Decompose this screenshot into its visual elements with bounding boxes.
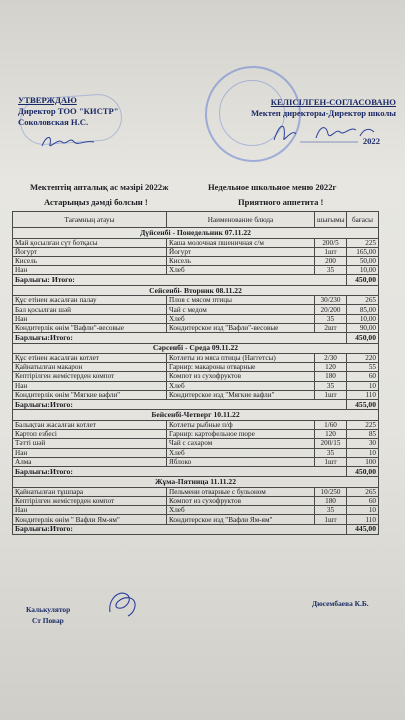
dish-name-ru: Пельмени отварные с бульоном bbox=[167, 487, 315, 496]
footer-chef: Ст Повар bbox=[32, 616, 64, 625]
table-row bbox=[13, 314, 379, 323]
total-row bbox=[13, 275, 379, 286]
dish-price: 100 bbox=[347, 457, 379, 466]
dish-price: 225 bbox=[347, 238, 379, 247]
total-value: 445,00 bbox=[347, 524, 379, 535]
dish-yield: 180 bbox=[315, 372, 347, 381]
dish-name-kz: Құс етінен жасалған котлет bbox=[13, 354, 167, 363]
day-label: Дүйсенбі - Понедельник 07.11.22 bbox=[13, 228, 379, 239]
dish-name-kz: Кептірілген жемістерден компот bbox=[13, 497, 167, 506]
dish-price: 10 bbox=[347, 448, 379, 457]
dish-yield: 180 bbox=[315, 497, 347, 506]
table-row bbox=[13, 439, 379, 448]
total-row bbox=[13, 524, 379, 535]
table-row bbox=[13, 247, 379, 256]
total-value: 455,00 bbox=[347, 399, 379, 410]
dish-name-kz: Балықтан жасалған котлет bbox=[13, 420, 167, 429]
calculator-signature bbox=[104, 586, 144, 620]
dish-price: 60 bbox=[347, 497, 379, 506]
dish-name-ru: Кисель bbox=[167, 256, 315, 265]
ru-titles bbox=[208, 180, 336, 210]
dish-name-ru: Чай с медом bbox=[167, 305, 315, 314]
dish-yield: 1/60 bbox=[315, 420, 347, 429]
table-row bbox=[13, 430, 379, 439]
dish-name-ru: Гарнир: картофельное пюре bbox=[167, 430, 315, 439]
table-row bbox=[13, 296, 379, 305]
table-row bbox=[13, 354, 379, 363]
dish-name-ru: Кондитерское изд "Вафли"-весовые bbox=[167, 323, 315, 332]
dish-name-kz: Кондитерлік өнім "Вафли"-весовые bbox=[13, 323, 167, 332]
dish-yield: 200 bbox=[315, 256, 347, 265]
dish-yield: 20/200 bbox=[315, 305, 347, 314]
table-header-row bbox=[13, 212, 379, 228]
dish-yield: 1шт bbox=[315, 515, 347, 524]
table-row bbox=[13, 363, 379, 372]
dish-name-kz: Кисель bbox=[13, 256, 167, 265]
day-header-row bbox=[13, 477, 379, 488]
table-row bbox=[13, 323, 379, 332]
dish-name-ru: Чай с сахаром bbox=[167, 439, 315, 448]
day-label: Сейсенбі- Вторник 08.11.22 bbox=[13, 285, 379, 296]
total-value: 450,00 bbox=[347, 466, 379, 477]
approval-block bbox=[18, 95, 119, 128]
dish-yield: 1шт bbox=[315, 457, 347, 466]
dish-yield: 30/230 bbox=[315, 296, 347, 305]
kz-menu-title: Мектептің апталық ас мәзірі 2022ж bbox=[30, 182, 169, 192]
table-row bbox=[13, 390, 379, 399]
dish-yield: 120 bbox=[315, 430, 347, 439]
dish-name-ru: Хлеб bbox=[167, 314, 315, 323]
dish-price: 30 bbox=[347, 439, 379, 448]
footer-right bbox=[312, 598, 369, 609]
dish-name-kz: Йогурт bbox=[13, 247, 167, 256]
day-header-row bbox=[13, 285, 379, 296]
dish-yield: 35 bbox=[315, 314, 347, 323]
col-header-ru: Наименование блюда bbox=[167, 212, 315, 228]
approve-name: Соколовская Н.С. bbox=[18, 117, 89, 127]
approve-director: Директор ТОО "КИСТР" bbox=[18, 106, 119, 116]
dish-price: 85,00 bbox=[347, 305, 379, 314]
dish-name-ru: Компот из сухофруктов bbox=[167, 372, 315, 381]
dish-price: 85 bbox=[347, 430, 379, 439]
dish-yield: 2/30 bbox=[315, 354, 347, 363]
ru-wish: Приятного аппетита ! bbox=[238, 197, 324, 207]
dish-name-kz: Кондитерлік өнім "Мягкие вафли" bbox=[13, 390, 167, 399]
table-row bbox=[13, 497, 379, 506]
dish-yield: 200/5 bbox=[315, 238, 347, 247]
dish-name-ru: Хлеб bbox=[167, 448, 315, 457]
dish-name-kz: Май қосылған сүт ботқасы bbox=[13, 238, 167, 247]
dish-price: 90,00 bbox=[347, 323, 379, 332]
table-row bbox=[13, 515, 379, 524]
dish-price: 110 bbox=[347, 515, 379, 524]
dish-price: 220 bbox=[347, 354, 379, 363]
approve-title: УТВЕРЖДАЮ bbox=[18, 95, 77, 105]
dish-yield: 35 bbox=[315, 381, 347, 390]
dish-price: 50,00 bbox=[347, 256, 379, 265]
agree-year: 2022 bbox=[362, 136, 380, 146]
dish-price: 110 bbox=[347, 390, 379, 399]
dish-price: 265 bbox=[347, 487, 379, 496]
dish-yield: 1шт bbox=[315, 247, 347, 256]
menu-table-body bbox=[13, 228, 379, 535]
total-label: Барлығы: Итого: bbox=[13, 275, 347, 286]
dish-name-kz: Тәтті шәй bbox=[13, 439, 167, 448]
dish-price: 165,00 bbox=[347, 247, 379, 256]
day-header-row bbox=[13, 410, 379, 421]
dish-price: 10 bbox=[347, 506, 379, 515]
dish-name-ru: Яблоко bbox=[167, 457, 315, 466]
total-value: 450,00 bbox=[347, 333, 379, 344]
footer-left bbox=[26, 604, 70, 626]
dish-yield: 2шт bbox=[315, 323, 347, 332]
dish-price: 225 bbox=[347, 420, 379, 429]
footer-right-name: Дюсембаева К.Б. bbox=[312, 599, 369, 608]
total-label: Барлығы:Итого: bbox=[13, 466, 347, 477]
total-label: Барлығы:Итого: bbox=[13, 333, 347, 344]
ru-menu-title: Недельное школьное меню 2022г bbox=[208, 182, 337, 192]
left-signature bbox=[38, 130, 98, 152]
total-row bbox=[13, 399, 379, 410]
dish-yield: 120 bbox=[315, 363, 347, 372]
table-row bbox=[13, 420, 379, 429]
dish-name-ru: Каша молочная пшеничная с/м bbox=[167, 238, 315, 247]
dish-name-kz: Қайнатылған макарон bbox=[13, 363, 167, 372]
dish-price: 265 bbox=[347, 296, 379, 305]
table-row bbox=[13, 238, 379, 247]
table-row bbox=[13, 487, 379, 496]
agreement-block bbox=[236, 97, 396, 146]
dish-name-kz: Нан bbox=[13, 266, 167, 275]
dish-name-ru: Компот из сухофруктов bbox=[167, 497, 315, 506]
dish-name-ru: Котлеты рыбные п/ф bbox=[167, 420, 315, 429]
dish-yield: 35 bbox=[315, 448, 347, 457]
table-row bbox=[13, 305, 379, 314]
total-row bbox=[13, 466, 379, 477]
dish-name-kz: Нан bbox=[13, 314, 167, 323]
table-row bbox=[13, 266, 379, 275]
day-header-row bbox=[13, 343, 379, 354]
table-row bbox=[13, 372, 379, 381]
dish-name-ru: Плов с мясом птицы bbox=[167, 296, 315, 305]
menu-table bbox=[12, 211, 379, 535]
dish-name-kz: Алма bbox=[13, 457, 167, 466]
dish-name-kz: Кептірілген жемістерден компот bbox=[13, 372, 167, 381]
dish-name-kz: Кондитерлік өнім " Вафли Ям-ям" bbox=[13, 515, 167, 524]
dish-price: 55 bbox=[347, 363, 379, 372]
dish-price: 10 bbox=[347, 381, 379, 390]
table-row bbox=[13, 381, 379, 390]
dish-name-ru: Кондитерское изд "Мягкие вафли" bbox=[167, 390, 315, 399]
dish-name-kz: Құс етінен жасалған палау bbox=[13, 296, 167, 305]
total-row bbox=[13, 333, 379, 344]
dish-name-kz: Қайнатылған тұшпара bbox=[13, 487, 167, 496]
dish-yield: 200/15 bbox=[315, 439, 347, 448]
dish-yield: 35 bbox=[315, 266, 347, 275]
dish-name-kz: Бал қосылған шәй bbox=[13, 305, 167, 314]
table-row bbox=[13, 457, 379, 466]
dish-name-ru: Гарнир: макароны отварные bbox=[167, 363, 315, 372]
total-value: 450,00 bbox=[347, 275, 379, 286]
dish-yield: 10/250 bbox=[315, 487, 347, 496]
dish-price: 10,00 bbox=[347, 314, 379, 323]
right-signature bbox=[270, 118, 380, 146]
dish-price: 60 bbox=[347, 372, 379, 381]
dish-name-ru: Котлеты из мяса птицы (Наггетсы) bbox=[167, 354, 315, 363]
total-label: Барлығы:Итого: bbox=[13, 399, 347, 410]
table-row bbox=[13, 256, 379, 265]
col-header-price: бағасы bbox=[347, 212, 379, 228]
kz-titles bbox=[30, 180, 168, 210]
dish-name-ru: Хлеб bbox=[167, 381, 315, 390]
dish-name-ru: Йогурт bbox=[167, 247, 315, 256]
dish-name-kz: Картоп езбесі bbox=[13, 430, 167, 439]
table-row bbox=[13, 448, 379, 457]
day-label: Жұма-Пятница 11.11.22 bbox=[13, 477, 379, 488]
table-row bbox=[13, 506, 379, 515]
col-header-kz: Тағамның атауы bbox=[13, 212, 167, 228]
kz-wish: Астарыңыз дәмді болсын ! bbox=[44, 197, 148, 207]
dish-name-ru: Кондитерское изд "Вафли Ям-ям" bbox=[167, 515, 315, 524]
footer-calculator: Калькулятор bbox=[26, 605, 71, 614]
dish-price: 10,00 bbox=[347, 266, 379, 275]
dish-name-ru: Хлеб bbox=[167, 266, 315, 275]
total-label: Барлығы:Итого: bbox=[13, 524, 347, 535]
day-label: Бейсенбі-Четверг 10.11.22 bbox=[13, 410, 379, 421]
day-header-row bbox=[13, 228, 379, 239]
dish-name-kz: Нан bbox=[13, 506, 167, 515]
dish-name-kz: Нан bbox=[13, 448, 167, 457]
dish-name-ru: Хлеб bbox=[167, 506, 315, 515]
agree-title: КЕЛІСІЛГЕН-СОГЛАСОВАНО bbox=[270, 97, 396, 107]
dish-yield: 1шт bbox=[315, 390, 347, 399]
col-header-yield: шығымы bbox=[315, 212, 347, 228]
dish-yield: 35 bbox=[315, 506, 347, 515]
day-label: Сәрсенбі - Среда 09.11.22 bbox=[13, 343, 379, 354]
agree-director: Мектеп директоры-Директор школы bbox=[250, 108, 396, 118]
dish-name-kz: Нан bbox=[13, 381, 167, 390]
